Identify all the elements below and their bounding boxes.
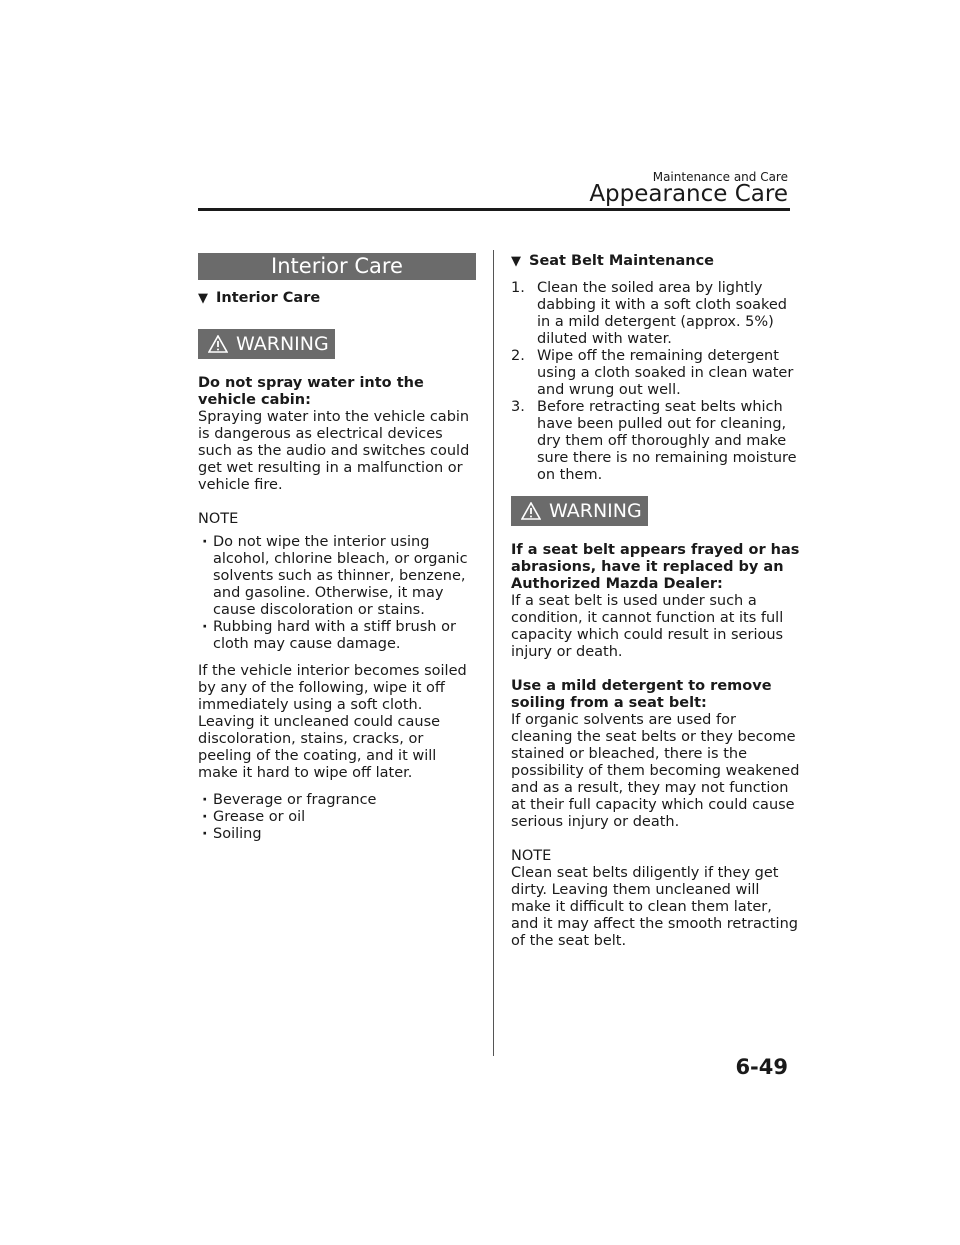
step-item <box>511 280 801 348</box>
list-item: · Beverage or fragrance <box>198 792 476 809</box>
warning-text: If a seat belt is used under such a condition, it cannot function at its full capacity which could result in serious injury or death. <box>511 593 784 660</box>
list-item: · Grease or oil <box>198 809 476 826</box>
note-item: · Rubbing hard with a stiff brush or cloth may cause damage. <box>198 619 476 653</box>
warning-heading: Use a mild detergent to remove soiling from a seat belt: <box>511 678 772 711</box>
step-text: Before retracting seat belts which have been pulled out for cleaning, dry them off thoroughly and make sure there is no remaining moisture on them. <box>537 399 797 483</box>
step-item <box>511 348 801 399</box>
paragraph: Leaving it uncleaned could cause discoloration, stains, cracks, or peeling of the coating, and it will make it hard to wipe off later. <box>198 714 441 781</box>
warning-icon <box>208 335 228 353</box>
chapter-title: Maintenance and Care <box>652 170 788 184</box>
column-divider <box>493 250 494 1056</box>
section-title: Appearance Care <box>589 181 788 207</box>
header-rule <box>198 208 790 211</box>
note-item: · Do not wipe the interior using alcohol, chlorine bleach, or organic solvents such as thinner, benzene, and gasoline. Otherwise, it may cause discoloration or stains. <box>198 534 476 619</box>
step-number: 3. <box>511 399 525 415</box>
warning-label: WARNING <box>236 332 329 355</box>
warning-badge <box>511 496 648 526</box>
triangle-down-icon: ▼ <box>198 291 208 306</box>
note-label: NOTE <box>511 848 552 864</box>
warning-text: Spraying water into the vehicle cabin is dangerous as electrical devices such as the audio and switches could get wet resulting in a malfunction or vehicle fire. <box>198 409 470 493</box>
right-column <box>511 253 801 950</box>
warning-icon <box>521 502 541 520</box>
left-column <box>198 253 476 843</box>
step-text: Wipe off the remaining detergent using a cloth soaked in clean water and wrung out well. <box>537 348 794 398</box>
steps-list <box>511 280 801 484</box>
subheading-interior-care <box>198 290 476 307</box>
soil-list <box>198 792 476 843</box>
subheading-label: Interior Care <box>216 290 321 306</box>
note-list <box>198 534 476 653</box>
warning-heading: If a seat belt appears frayed or has abrasions, have it replaced by an Authorized Mazda Dealer: <box>511 542 800 592</box>
warning-badge <box>198 329 335 359</box>
warning-heading: Do not spray water into the vehicle cabin: <box>198 375 424 408</box>
subheading-label: Seat Belt Maintenance <box>529 253 715 269</box>
list-item: · Soiling <box>198 826 476 843</box>
subheading-seat-belt <box>511 253 801 270</box>
warning-text: If organic solvents are used for cleaning the seat belts or they become stained or bleached, there is the possibility of them becoming weakened and as a result, they may not function at their full capacity which could cause serious injury or death. <box>511 712 800 830</box>
note-label: NOTE <box>198 511 239 527</box>
step-text: Clean the soiled area by lightly dabbing it with a soft cloth soaked in a mild detergent (approx. 5%) diluted with water. <box>537 280 787 347</box>
section-banner: Interior Care <box>198 253 476 280</box>
paragraph: If the vehicle interior becomes soiled by any of the following, wipe it off immediately using a soft cloth. <box>198 663 467 713</box>
triangle-down-icon: ▼ <box>511 254 521 269</box>
warning-label: WARNING <box>549 499 642 522</box>
step-number: 1. <box>511 280 525 296</box>
note-text: Clean seat belts diligently if they get dirty. Leaving them uncleaned will make it difficult to clean them later, and it may affect the smooth retracting of the seat belt. <box>511 865 798 949</box>
step-number: 2. <box>511 348 525 364</box>
page-number: 6-49 <box>735 1055 788 1079</box>
step-item <box>511 399 801 484</box>
